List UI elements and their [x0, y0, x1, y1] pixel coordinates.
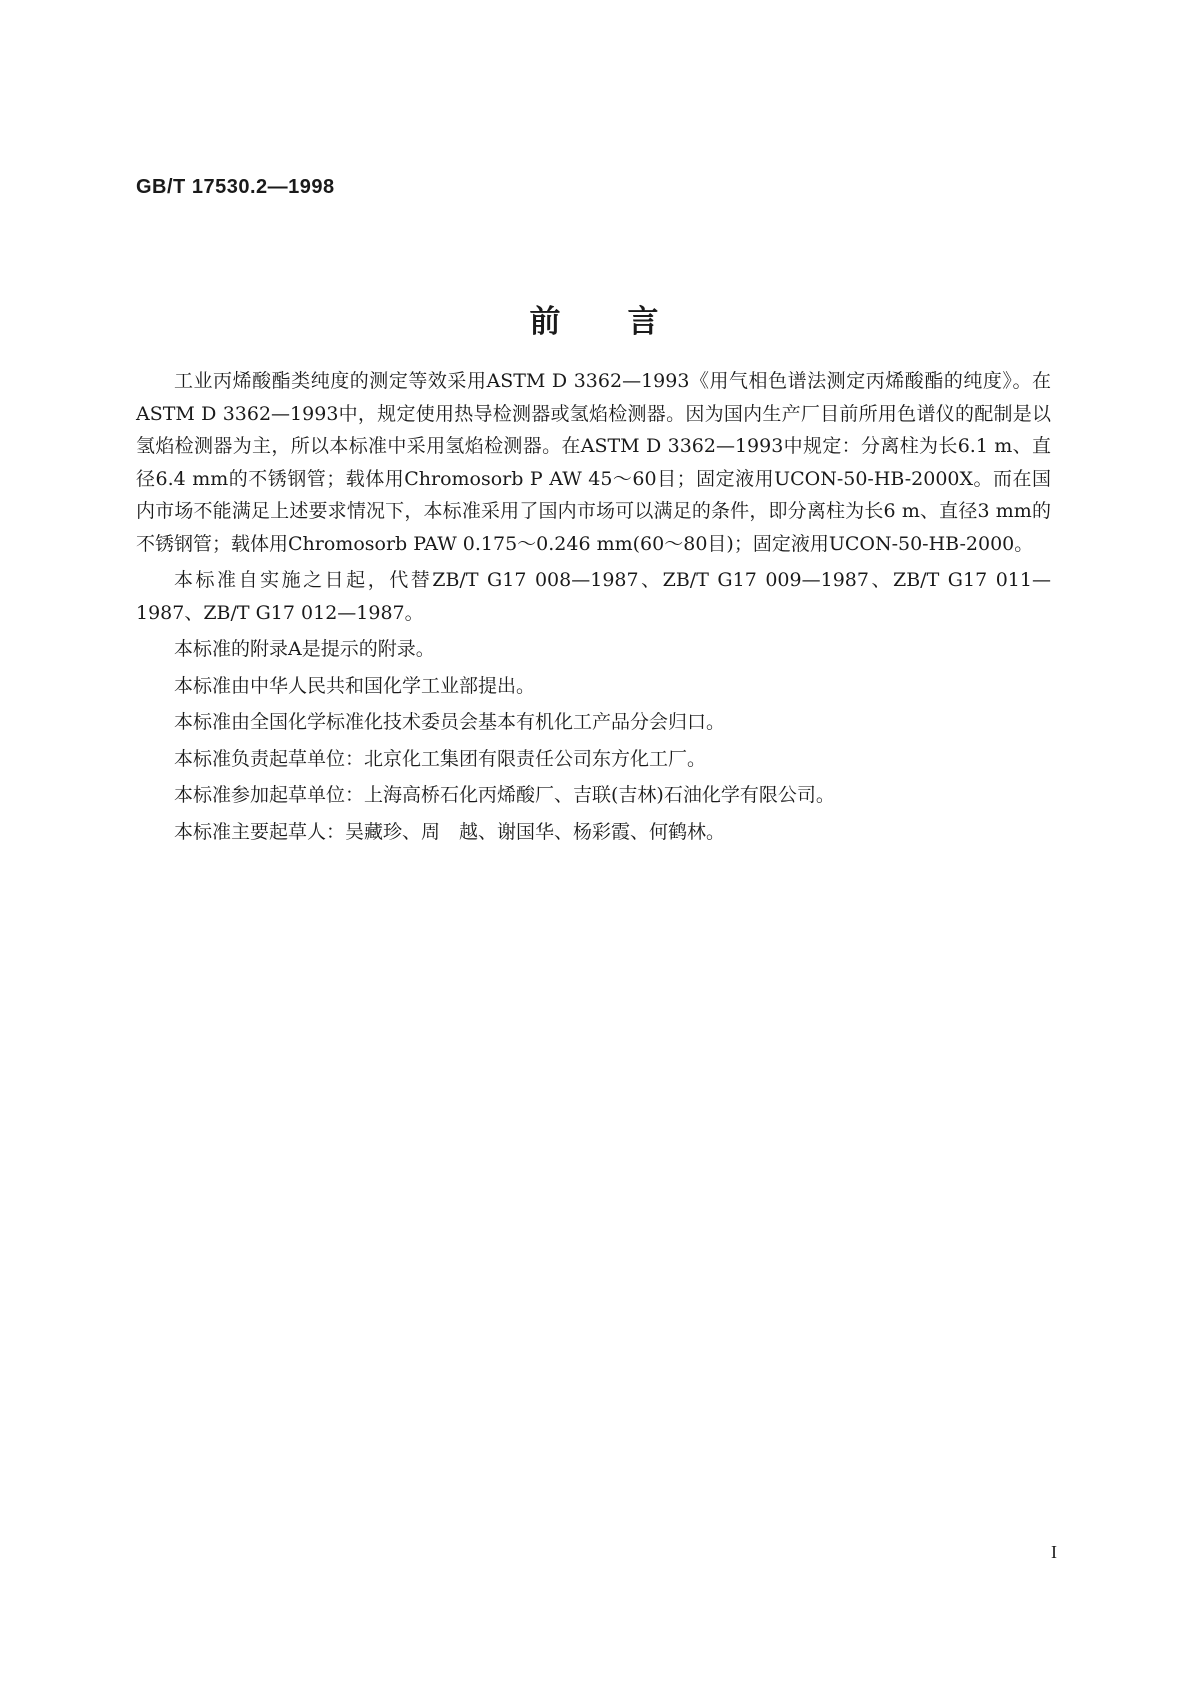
page-title-char-1: 前 — [529, 304, 564, 340]
page-title — [0, 296, 1191, 341]
paragraph-replaces: 本标准自实施之日起，代替ZB/T G17 008—1987、ZB/T G17 009—1987、ZB/T G17 011—1987、ZB/T G17 012—1987。 — [136, 569, 1051, 624]
paragraph-proposed-by: 本标准由中华人民共和国化学工业部提出。 — [174, 674, 536, 697]
paragraph-participating-drafters: 本标准参加起草单位：上海高桥石化丙烯酸厂、吉联(吉林)石油化学有限公司。 — [174, 784, 835, 806]
page-title-char-2: 言 — [627, 304, 662, 340]
standard-code: GB/T 17530.2—1998 — [136, 176, 335, 198]
page-number: I — [1051, 1542, 1057, 1562]
paragraph-appendix: 本标准的附录A是提示的附录。 — [174, 638, 435, 660]
paragraph-centralized-by: 本标准由全国化学标准化技术委员会基本有机化工产品分会归口。 — [174, 711, 726, 733]
paragraph-responsible-drafter: 本标准负责起草单位：北京化工集团有限责任公司东方化工厂。 — [174, 747, 707, 770]
foreword-body — [136, 365, 1051, 852]
paragraph-equivalence: 工业丙烯酸酯类纯度的测定等效采用ASTM D 3362—1993《用气相色谱法测定丙烯酸酯的纯度》。在ASTM D 3362—1993中，规定使用热导检测器或氢焰检测器。因为国内生产厂目前所用色谱仪的配制是以氢焰检测器为主，所以本标准中采用氢焰检测器。在ASTM D 3362—1993中规定：分离柱为长6.1 m、直径6.4 mm的不锈钢管；载体用Chromosorb P AW 45～60目；固定液用UCON-50-HB-2000X。而在国内市场不能满足上述要求情况下，本标准采用了国内市场可以满足的条件，即分离柱为长6 m、直径3 mm的不锈钢管；载体用Chromosorb PAW 0.175～0.246 mm(60～80目)；固定液用UCON-50-HB-2000。 — [136, 370, 1051, 555]
paragraph-main-drafters: 本标准主要起草人：吴藏珍、周 越、谢国华、杨彩霞、何鹤林。 — [174, 820, 726, 843]
